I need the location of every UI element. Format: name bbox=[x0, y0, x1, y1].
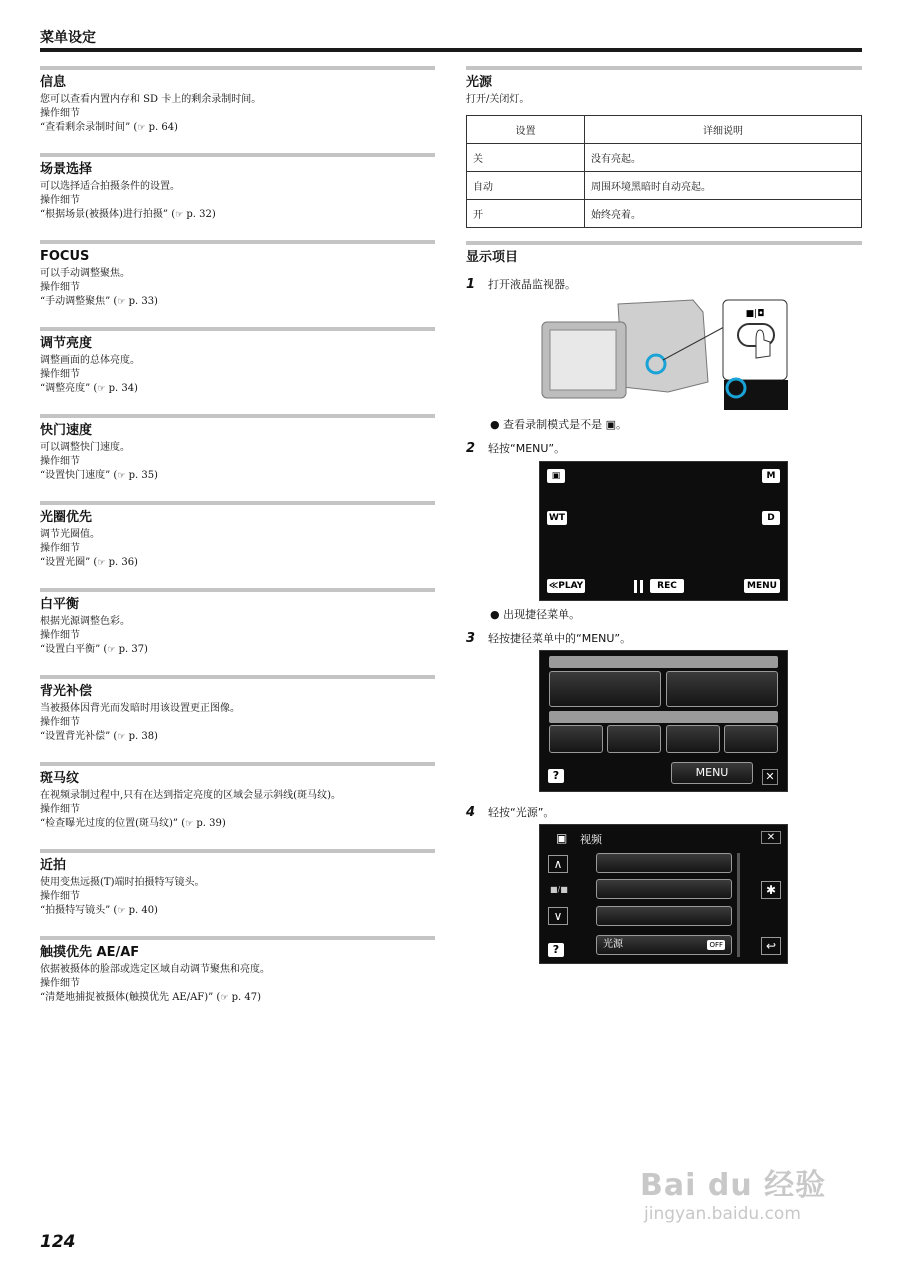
section-desc: 根据光源调整色彩。 bbox=[40, 616, 130, 627]
reference-icon: ☞ bbox=[185, 819, 194, 829]
shortcut-item[interactable] bbox=[549, 725, 603, 753]
table-row bbox=[467, 172, 862, 200]
section-desc: 调节光圈值。 bbox=[40, 529, 100, 540]
section-desc: 可以调整快门速度。 bbox=[40, 442, 130, 453]
menu-item[interactable] bbox=[596, 879, 732, 899]
section-bar bbox=[40, 849, 435, 853]
section-reference[interactable] bbox=[40, 904, 435, 918]
section-reference[interactable] bbox=[40, 643, 435, 657]
reference-page: p. 33) bbox=[125, 296, 158, 307]
section-reference[interactable] bbox=[40, 208, 435, 222]
light-menu-item[interactable] bbox=[596, 935, 732, 955]
pause-icon bbox=[634, 580, 643, 593]
menu-section bbox=[40, 66, 435, 153]
section-title: 光圈优先 bbox=[40, 510, 93, 525]
step-text: 轻按“MENU”。 bbox=[488, 442, 566, 455]
reference-page: p. 34) bbox=[105, 383, 138, 394]
menu-section bbox=[40, 501, 435, 588]
camera-body bbox=[618, 300, 708, 392]
reference-icon: ☞ bbox=[220, 993, 229, 1003]
step-number: 3 bbox=[466, 630, 476, 646]
menu-section bbox=[40, 588, 435, 675]
section-bar bbox=[40, 153, 435, 157]
reference-icon: ☞ bbox=[117, 732, 126, 742]
mode-display-box bbox=[724, 380, 788, 410]
section-bar bbox=[40, 588, 435, 592]
step-text: 轻按捷径菜单中的“MENU”。 bbox=[488, 632, 632, 645]
section-title: 白平衡 bbox=[40, 597, 80, 612]
table-row bbox=[467, 144, 862, 172]
lcd-screen bbox=[550, 330, 616, 390]
reference-icon: ☞ bbox=[117, 297, 126, 307]
reference-text: “查看剩余录制时间” ( bbox=[40, 122, 138, 133]
menu-section bbox=[40, 936, 435, 1023]
reference-icon: ☞ bbox=[117, 906, 126, 916]
section-bar bbox=[40, 327, 435, 331]
reference-icon: ☞ bbox=[97, 558, 106, 568]
back-icon[interactable]: ↩ bbox=[761, 937, 781, 955]
section-desc: 可以手动调整聚焦。 bbox=[40, 268, 130, 279]
section-detail-label: 操作细节 bbox=[40, 891, 80, 902]
section-detail-label: 操作细节 bbox=[40, 282, 80, 293]
menu-group-bar bbox=[549, 656, 778, 668]
section-desc: 您可以查看内置内存和 SD 卡上的剩余录制时间。 bbox=[40, 94, 262, 105]
section-detail-label: 操作细节 bbox=[40, 630, 80, 641]
watermark-url: jingyan.baidu.com bbox=[644, 1204, 801, 1224]
table-header-row bbox=[467, 116, 862, 144]
camera-illustration bbox=[538, 292, 788, 412]
section-title: 背光补偿 bbox=[40, 684, 93, 699]
shortcut-menu-screen bbox=[539, 650, 788, 792]
section-reference[interactable] bbox=[40, 382, 435, 396]
section-reference[interactable] bbox=[40, 730, 435, 744]
shortcut-item[interactable] bbox=[666, 725, 720, 753]
record-screen bbox=[539, 461, 788, 601]
section-title: 斑马纹 bbox=[40, 771, 80, 786]
light-desc: 打开/关闭灯。 bbox=[466, 94, 530, 105]
reference-icon: ☞ bbox=[137, 123, 146, 133]
help-button[interactable]: ? bbox=[548, 769, 564, 783]
video-menu-screen bbox=[539, 824, 788, 964]
video-icon: ▣ bbox=[605, 418, 616, 431]
menu-item-label: 光源 bbox=[603, 939, 623, 950]
display-title: 显示项目 bbox=[466, 250, 519, 265]
reference-text: “根据场景(被摄体)进行拍摄” ( bbox=[40, 209, 176, 220]
reference-page: p. 40) bbox=[125, 905, 158, 916]
page-header-title: 菜单设定 bbox=[40, 30, 96, 46]
reference-icon: ☞ bbox=[117, 471, 126, 481]
reference-text: “设置快门速度” ( bbox=[40, 470, 118, 481]
help-button[interactable]: ? bbox=[548, 943, 564, 957]
reference-page: p. 47) bbox=[228, 992, 261, 1003]
reference-icon: ☞ bbox=[175, 210, 184, 220]
reference-page: p. 35) bbox=[125, 470, 158, 481]
table-cell: 没有亮起。 bbox=[585, 144, 862, 172]
section-bar bbox=[40, 936, 435, 940]
reference-icon: ☞ bbox=[107, 645, 116, 655]
scroll-up-icon[interactable]: ∧ bbox=[548, 855, 568, 873]
menu-button[interactable]: MENU bbox=[744, 579, 780, 593]
section-bar bbox=[40, 66, 435, 70]
section-reference[interactable] bbox=[40, 121, 435, 135]
section-detail-label: 操作细节 bbox=[40, 717, 80, 728]
section-desc: 可以选择适合拍摄条件的设置。 bbox=[40, 181, 180, 192]
step-4 bbox=[466, 804, 554, 820]
shortcut-item[interactable] bbox=[666, 671, 778, 707]
menu-section bbox=[40, 414, 435, 501]
section-bar bbox=[40, 414, 435, 418]
section-title: FOCUS bbox=[40, 249, 90, 264]
reference-text: “手动调整聚焦” ( bbox=[40, 296, 118, 307]
table-cell: 开 bbox=[467, 200, 585, 228]
page-number: 124 bbox=[40, 1232, 76, 1252]
watermark bbox=[640, 1160, 826, 1224]
section-desc: 使用变焦远摄(T)端时拍摄特写镜头。 bbox=[40, 877, 205, 888]
step-number: 4 bbox=[466, 804, 476, 820]
menu-section bbox=[40, 153, 435, 240]
play-button[interactable]: ≪PLAY bbox=[548, 581, 584, 591]
section-title: 场景选择 bbox=[40, 162, 93, 177]
reference-text: “拍摄特写镜头” ( bbox=[40, 905, 118, 916]
section-desc: 调整画面的总体亮度。 bbox=[40, 355, 140, 366]
left-column bbox=[40, 66, 435, 1023]
bullet-check-mode: ● 查看录制模式是不是 ▣。 bbox=[490, 418, 627, 431]
header-rule bbox=[40, 48, 862, 52]
section-bar bbox=[40, 240, 435, 244]
reference-page: p. 64) bbox=[145, 122, 178, 133]
scroll-down-icon[interactable]: ∨ bbox=[548, 907, 568, 925]
section-reference[interactable] bbox=[40, 469, 435, 483]
video-camera-icon: ▣ bbox=[556, 831, 568, 845]
display-section bbox=[466, 241, 862, 268]
section-reference[interactable] bbox=[40, 295, 435, 309]
light-section bbox=[466, 66, 862, 107]
step-3 bbox=[466, 630, 631, 646]
section-title: 调节亮度 bbox=[40, 336, 93, 351]
section-reference[interactable] bbox=[40, 991, 435, 1005]
section-detail-label: 操作细节 bbox=[40, 804, 80, 815]
light-value-badge: OFF bbox=[709, 941, 723, 949]
scrollbar[interactable] bbox=[737, 853, 740, 957]
step-number: 2 bbox=[466, 440, 476, 456]
close-icon[interactable]: ✕ bbox=[762, 769, 778, 785]
reference-text: “设置白平衡” ( bbox=[40, 644, 108, 655]
section-bar bbox=[40, 762, 435, 766]
section-desc: 当被摄体因背光而发暗时用该设置更正图像。 bbox=[40, 703, 240, 714]
wt-button[interactable]: WT bbox=[548, 513, 566, 523]
close-icon[interactable]: ✕ bbox=[761, 831, 781, 844]
bullet-shortcut: ● 出现捷径菜单。 bbox=[490, 608, 581, 621]
step-text: 轻按“光源”。 bbox=[488, 806, 555, 819]
table-row bbox=[467, 200, 862, 228]
watermark-brand: Bai du 经验 bbox=[640, 1168, 827, 1203]
table-cell: 周围环境黑暗时自动亮起。 bbox=[585, 172, 862, 200]
menu-item[interactable] bbox=[596, 906, 732, 926]
section-detail-label: 操作细节 bbox=[40, 456, 80, 467]
video-mode-icon[interactable]: ▣ bbox=[547, 469, 565, 483]
reference-page: p. 39) bbox=[193, 818, 226, 829]
display-button[interactable]: D bbox=[762, 511, 780, 525]
table-header: 详细说明 bbox=[585, 116, 862, 144]
section-bar bbox=[40, 675, 435, 679]
section-detail-label: 操作细节 bbox=[40, 369, 80, 380]
menu-section bbox=[40, 762, 435, 849]
section-title: 近拍 bbox=[40, 858, 67, 873]
mode-switch-icon: ■|◘ bbox=[745, 309, 765, 319]
table-cell: 关 bbox=[467, 144, 585, 172]
reference-text: “检查曝光过度的位置(斑马纹)” ( bbox=[40, 818, 186, 829]
step-1 bbox=[466, 276, 576, 292]
section-detail-label: 操作细节 bbox=[40, 978, 80, 989]
menu-item[interactable] bbox=[596, 853, 732, 873]
reference-page: p. 38) bbox=[125, 731, 158, 742]
reference-page: p. 32) bbox=[183, 209, 216, 220]
table-cell: 自动 bbox=[467, 172, 585, 200]
light-settings-table bbox=[466, 115, 862, 228]
shortcut-item[interactable] bbox=[549, 671, 661, 707]
rec-button[interactable]: REC bbox=[650, 579, 684, 593]
step-text: 打开液晶监视器。 bbox=[488, 278, 576, 291]
reference-text: “清楚地捕捉被摄体(触摸优先 AE/AF)” ( bbox=[40, 992, 221, 1003]
section-desc: 依据被摄体的脸部或选定区域自动调节聚焦和亮度。 bbox=[40, 964, 270, 975]
section-title: 触摸优先 AE/AF bbox=[40, 945, 140, 960]
light-title: 光源 bbox=[466, 75, 493, 90]
section-detail-label: 操作细节 bbox=[40, 195, 80, 206]
shortcut-item[interactable] bbox=[724, 725, 778, 753]
section-reference[interactable] bbox=[40, 817, 435, 831]
section-desc: 在视频录制过程中,只有在达到指定亮度的区域会显示斜线(斑马纹)。 bbox=[40, 790, 341, 801]
menu-section bbox=[40, 240, 435, 327]
section-title: 快门速度 bbox=[40, 423, 93, 438]
section-title: 信息 bbox=[40, 75, 67, 90]
table-cell: 始终亮着。 bbox=[585, 200, 862, 228]
menu-section bbox=[40, 675, 435, 762]
table-header: 设置 bbox=[467, 116, 585, 144]
reference-text: “设置背光补偿” ( bbox=[40, 731, 118, 742]
menu-title: 视频 bbox=[580, 833, 602, 846]
page-indicator: ■/■ bbox=[550, 885, 568, 894]
menu-section bbox=[40, 327, 435, 414]
reference-page: p. 37) bbox=[115, 644, 148, 655]
reference-page: p. 36) bbox=[105, 557, 138, 568]
bullet-text: ● 查看录制模式是不是 bbox=[490, 418, 606, 431]
shortcut-item[interactable] bbox=[607, 725, 661, 753]
section-bar bbox=[40, 501, 435, 505]
section-reference[interactable] bbox=[40, 556, 435, 570]
section-detail-label: 操作细节 bbox=[40, 108, 80, 119]
gear-icon[interactable]: ✱ bbox=[761, 881, 781, 899]
reference-icon: ☞ bbox=[97, 384, 106, 394]
manual-button[interactable]: M bbox=[762, 469, 780, 483]
menu-button[interactable]: MENU bbox=[671, 762, 753, 784]
menu-section bbox=[40, 849, 435, 936]
section-bar bbox=[466, 66, 862, 70]
reference-text: “调整亮度” ( bbox=[40, 383, 98, 394]
reference-text: “设置光圈” ( bbox=[40, 557, 98, 568]
step-number: 1 bbox=[466, 276, 476, 292]
section-bar bbox=[466, 241, 862, 245]
menu-group-bar bbox=[549, 711, 778, 723]
section-detail-label: 操作细节 bbox=[40, 543, 80, 554]
step-2 bbox=[466, 440, 565, 456]
